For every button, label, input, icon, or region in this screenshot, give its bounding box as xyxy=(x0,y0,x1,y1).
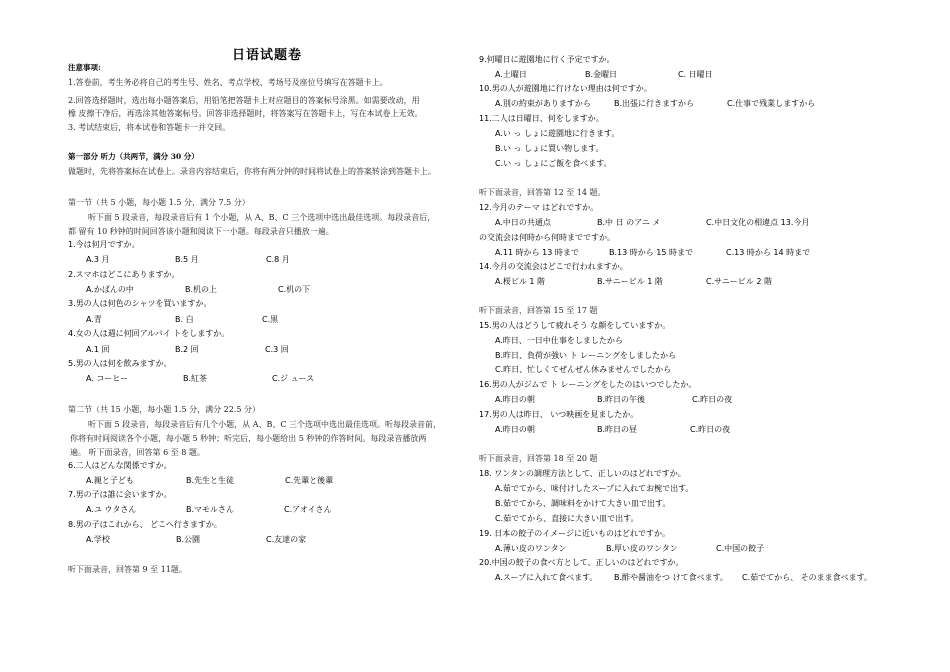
option-c[interactable]: C.8 月 xyxy=(266,255,290,264)
question-1: 1.今は何月ですか。 xyxy=(68,240,140,249)
option-c[interactable]: C.机の下 xyxy=(278,285,311,294)
option-a[interactable]: A.別の約束がありますから xyxy=(495,99,591,108)
question-15: 15.男の人はどうして疲れそう な顔をしていますか。 xyxy=(479,321,671,330)
option-b[interactable]: B.出張に行きますから xyxy=(614,99,695,108)
option-b[interactable]: B.公園 xyxy=(176,535,201,544)
question-18: 18. ワンタンの調理方法として、正しいのはどれですか。 xyxy=(479,469,686,478)
option-a[interactable]: A.11 時から 13 時まで xyxy=(495,248,579,257)
option-b[interactable]: B.マモルさん xyxy=(186,505,235,514)
option-c[interactable]: C.友達の家 xyxy=(266,535,307,544)
option-a[interactable]: A.かばんの中 xyxy=(86,285,134,294)
option-c[interactable]: C.3 回 xyxy=(265,345,289,354)
option-a[interactable]: A.薄い皮のワンタン xyxy=(495,544,567,553)
part1-heading: 第一部分 听力（共两节，满分 30 分） xyxy=(68,152,199,161)
option-a[interactable]: A.親と子ども xyxy=(86,476,134,485)
question-10: 10.男の人が遊園地に行けない理由は何ですか。 xyxy=(479,84,652,93)
option-b[interactable]: B.5 月 xyxy=(175,255,199,264)
notice-item: 3. 考试结束后，将本试卷和答题卡一并交回。 xyxy=(68,123,231,132)
notice-item: 1.答卷前，考生务必将自己的考生号、姓名、考点学校、考场号及座位号填写在答题卡上。 xyxy=(68,78,388,87)
option-c[interactable]: C.13 時から 14 時まで xyxy=(726,248,811,257)
option-a[interactable]: A.昨日の朝 xyxy=(495,395,535,404)
option-a[interactable]: A.土曜日 xyxy=(495,70,527,79)
option-a[interactable]: A.昨日、一日中仕事をしましたから xyxy=(495,336,623,345)
option-b[interactable]: B.紅茶 xyxy=(183,374,208,383)
option-c[interactable]: C.黒 xyxy=(262,315,279,324)
option-b[interactable]: B.机の上 xyxy=(185,285,218,294)
question-3: 3.男の人は何色のシャツを買いますか。 xyxy=(68,299,212,308)
option-b[interactable]: B.2 回 xyxy=(175,345,199,354)
option-a[interactable]: A.スープに入れて食べます。 xyxy=(495,573,598,582)
option-b[interactable]: B.サニービル 1 階 xyxy=(597,277,663,286)
option-b[interactable]: B.昨日の昼 xyxy=(597,425,638,434)
option-c[interactable]: C.アオイさん xyxy=(284,505,332,514)
listen-instruction: 听下面录音，回答第 12 至 14 题。 xyxy=(479,188,606,197)
option-c[interactable]: C.い っ しょにご飯を食べます。 xyxy=(495,159,612,168)
section2-desc: 遍。 听下面录音，回答第 6 至 8 题。 xyxy=(70,448,205,457)
question-13: の交流会は何時から何時までですか。 xyxy=(479,233,615,242)
option-b[interactable]: B.13 時から 15 時まで xyxy=(609,248,694,257)
option-a[interactable]: A.い っ しょに遊園地に行きます。 xyxy=(495,129,620,138)
option-b[interactable]: B.昨日、負荷が強い ト レーニングをしましたから xyxy=(495,351,676,360)
section1-desc: 都 留有 10 秒钟的时间回答该小题和阅读下一小题。每段录音只播放一遍。 xyxy=(68,227,334,236)
question-4: 4.女の人は週に何回アルバイ トをしますか。 xyxy=(68,329,230,338)
option-a[interactable]: A.1 回 xyxy=(86,345,110,354)
option-c[interactable]: C.先輩と後輩 xyxy=(285,476,334,485)
option-c[interactable]: C.茹でてから、直接に大きい皿で出す。 xyxy=(495,514,639,523)
page-title: 日语试题卷 xyxy=(232,48,303,63)
question-16: 16.男の人がジムで ト レーニングをしたのはいつでしたか。 xyxy=(479,380,697,389)
option-c[interactable]: C.サニービル 2 階 xyxy=(706,277,772,286)
option-c[interactable]: C.中国の餃子 xyxy=(716,544,765,553)
option-c[interactable]: C.仕事で残業しますから xyxy=(727,99,816,108)
question-5: 5.男の人は何を飲みますか。 xyxy=(68,359,172,368)
section2-desc: 听下面 5 段录音，每段录音后有几个小题，从 A、B、C 三个选项中选出最佳选项。听每段录音前， xyxy=(88,420,442,429)
option-c[interactable]: C.ジ ュース xyxy=(272,374,315,383)
question-20: 20.中国の餃子の食べ方として、正しいのはどれですか。 xyxy=(479,558,684,567)
option-a[interactable]: A.中日の共通点 xyxy=(495,218,551,227)
question-11: 11.二人は日曜日、何をしますか。 xyxy=(479,114,604,123)
option-b[interactable]: B. 白 xyxy=(175,315,194,324)
option-a[interactable]: A.学校 xyxy=(86,535,110,544)
option-b[interactable]: B.茹でてから、調味料をかけて大きい皿で出す。 xyxy=(495,499,671,508)
option-b[interactable]: B.先生と生徒 xyxy=(186,476,235,485)
option-c[interactable]: C.昨日、忙しくてぜんぜん休みませんでしたから xyxy=(495,365,672,374)
option-a[interactable]: A.桜ビル 1 階 xyxy=(495,277,546,286)
listen-instruction: 听下面录音，回答第 18 至 20 题 xyxy=(479,454,598,463)
section2-desc: 你将有时间阅读各个小题，每小题 5 秒钟；听完后，每小题给出 5 秒钟的作答时间。每段录音播放两 xyxy=(70,434,427,443)
option-b[interactable]: B.中 日 のアニ メ xyxy=(597,218,661,227)
option-b[interactable]: B.い っ しょに買い物します。 xyxy=(495,144,604,153)
question-6: 6.二人はどんな関係ですか。 xyxy=(68,461,172,470)
listen-instruction: 听下面录音，回答第 9 至 11题。 xyxy=(68,565,187,574)
option-b[interactable]: B.昨日の午後 xyxy=(597,395,646,404)
part1-desc: 做题时，先将答案标在试卷上。录音内容结束后，你将有两分钟的时间将试卷上的答案转涂到答题卡上。 xyxy=(68,167,436,176)
option-c[interactable]: C.茹でてから、 そのまま食べます。 xyxy=(742,573,873,582)
option-c[interactable]: C.昨日の夜 xyxy=(690,425,731,434)
question-2: 2.スマホはどこにありますか。 xyxy=(68,270,180,279)
option-a[interactable]: A.青 xyxy=(86,315,102,324)
option-b[interactable]: B.金曜日 xyxy=(585,70,618,79)
question-17: 17.男の人は昨日、 いつ映画を見ましたか。 xyxy=(479,410,639,419)
question-19: 19. 日本の餃子のイメージに近いものはどれですか。 xyxy=(479,529,671,538)
notice-heading: 注意事项: xyxy=(68,63,101,72)
option-a[interactable]: A.3 月 xyxy=(86,255,110,264)
section1-desc: 听下面 5 段录音，每段录音后有 1 个小题，从 A、B、C 三个选项中选出最佳选项。每段录音后， xyxy=(88,213,436,222)
listen-instruction: 听下面录音，回答第 15 至 17 题 xyxy=(479,306,598,315)
option-c[interactable]: C.中日文化の相違点 13.今月 xyxy=(706,218,810,227)
option-a[interactable]: A.ユ ウタさん xyxy=(86,505,137,514)
option-a[interactable]: A.昨日の朝 xyxy=(495,425,535,434)
option-a[interactable]: A.茹でてから、味付けしたスープに入れてお椀で出す。 xyxy=(495,484,694,493)
question-8: 8.男の子はこれから、 どこへ行きますか。 xyxy=(68,520,222,529)
question-9: 9.何曜日に遊園地に行く予定ですか。 xyxy=(479,55,615,64)
question-12: 12.今月のテーマ はどれですか。 xyxy=(479,203,599,212)
question-7: 7.男の子は誰に会いますか。 xyxy=(68,490,172,499)
section2-heading: 第二节（共 15 小题，每小题 1.5 分，满分 22.5 分） xyxy=(68,405,260,414)
option-c[interactable]: C.昨日の夜 xyxy=(692,395,733,404)
option-c[interactable]: C. 日曜日 xyxy=(678,70,713,79)
option-b[interactable]: B.酢や醤油をつ けて食べます。 xyxy=(614,573,728,582)
option-b[interactable]: B.厚い皮のワンタン xyxy=(606,544,678,553)
notice-item: 橡 皮擦干净后，再选涂其他答案标号。回答非选择题时，将答案写在答题卡上，写在本试卷上无效。 xyxy=(68,109,423,118)
option-a[interactable]: A. コーヒー xyxy=(86,374,129,383)
notice-item: 2.回答选择题时，选出每小题答案后，用铅笔把答题卡上对应题目的答案标号涂黑。如需要改动，用 xyxy=(68,96,420,105)
question-14: 14.今月の交流会はどこで行われますか。 xyxy=(479,262,628,271)
section1-heading: 第一节（共 5 小题，每小题 1.5 分，满分 7.5 分） xyxy=(68,198,250,207)
